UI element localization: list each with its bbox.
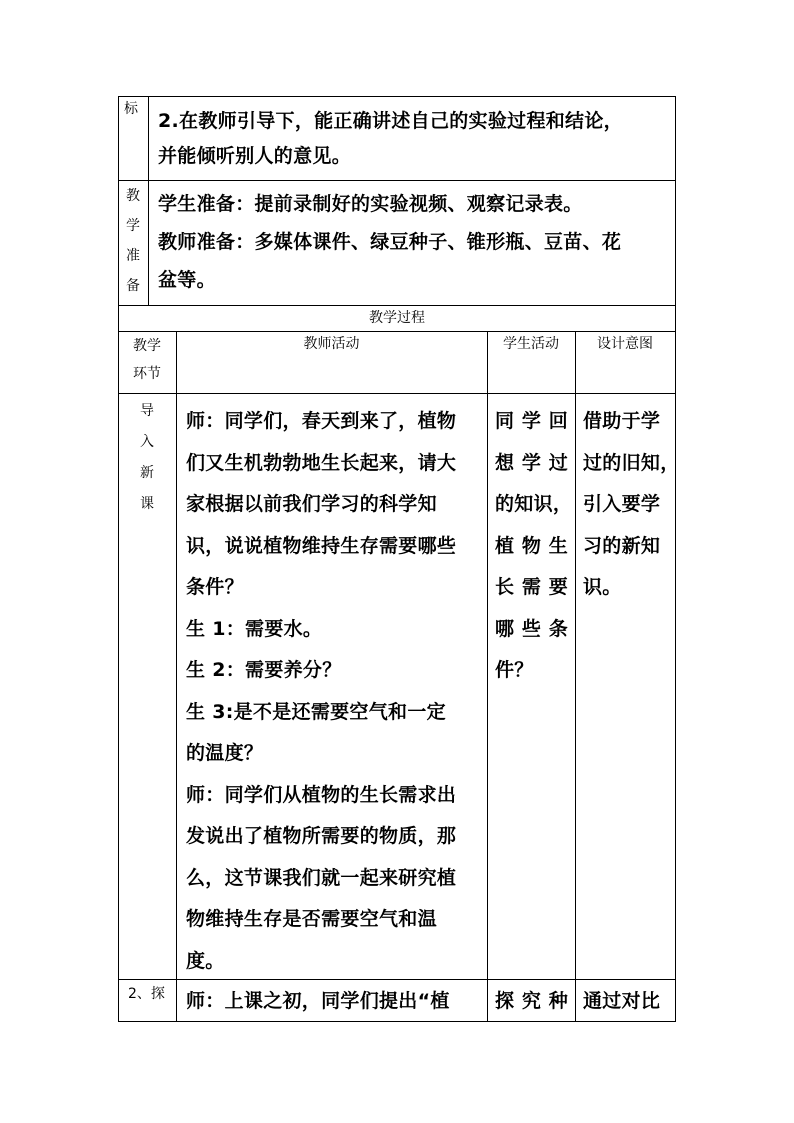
text-line: 条件？ (186, 576, 244, 598)
text-line: 通过对比 (583, 990, 661, 1012)
process-title: 教学过程 (369, 310, 425, 326)
text-line: 同学回 (495, 410, 568, 432)
intro-teacher-activity (186, 401, 456, 982)
text-line: 度。 (186, 949, 225, 972)
text-line: 师：同学们从植物的生长需求出 (186, 783, 457, 806)
intro-stage-label: 导 入 新 课 (140, 403, 154, 512)
border-label-col (148, 96, 149, 305)
text-line: 哪些条 (495, 617, 568, 640)
text-line: 件？ (495, 659, 534, 681)
text-line: 的温度？ (186, 742, 264, 764)
header-teacher: 教师活动 (303, 336, 360, 352)
text-line: 长需要 (495, 576, 568, 598)
border-row-4 (118, 393, 676, 394)
text-line: 习的新知 (583, 534, 661, 557)
text-line: 家根据以前我们学习的科学知 (186, 493, 437, 515)
prep-line: 盆等。 (158, 269, 216, 291)
border-row-1 (118, 180, 676, 181)
text-line: 么，这节课我们就一起来研究植 (186, 866, 457, 889)
text-line: 想学过 (495, 451, 568, 474)
text-line: 引入要学 (583, 493, 661, 515)
explore-design-intent (583, 986, 660, 1016)
text-line: 们又生机勃勃地生长起来，请大 (186, 451, 457, 474)
prep-text (158, 185, 621, 299)
text-line: 生 3:是不是还需要空气和一定 (186, 700, 446, 723)
text-line: 识。 (583, 576, 622, 598)
prep-label: 教 学 准 备 (126, 188, 140, 294)
text-line: 师：同学们，春天到来了，植物 (186, 410, 457, 432)
prep-line: 教师准备：多媒体课件、绿豆种子、锥形瓶、豆苗、花 (158, 231, 622, 253)
text-line: 师：上课之初，同学们提出“植 (186, 990, 450, 1012)
intro-student-activity (495, 401, 573, 692)
border-top (118, 96, 676, 97)
header-design: 设计意图 (597, 336, 653, 352)
text-line: 物维持生存是否需要空气和温 (186, 908, 437, 930)
border-col-2 (487, 331, 488, 1022)
objective-label: 标 (124, 101, 138, 117)
objective-line: 并能倾听别人的意见。 (158, 145, 352, 167)
text-line: 探究种 (495, 990, 568, 1012)
explore-teacher-activity (186, 986, 450, 1016)
text-line: 的知识， (495, 493, 573, 515)
text-line: 发说出了植物所需要的物质，那 (186, 825, 457, 847)
text-line: 生 2：需要养分？ (186, 659, 342, 681)
explore-stage-label: 2、探 (128, 986, 165, 1002)
border-bottom (118, 1021, 676, 1022)
text-line: 借助于学 (583, 410, 661, 432)
header-stage: 教学 环节 (133, 338, 161, 382)
objective-text (158, 104, 623, 174)
intro-design-intent (583, 401, 680, 609)
border-col-1 (176, 331, 177, 1022)
text-line: 生 1：需要水。 (186, 617, 323, 640)
text-line: 植物生 (495, 534, 568, 557)
text-line: 过的旧知， (583, 451, 680, 474)
header-student: 学生活动 (503, 336, 559, 352)
text-line: 识，说说植物维持生存需要哪些 (186, 534, 457, 557)
prep-line: 学生准备：提前录制好的实验视频、观察记录表。 (158, 193, 583, 215)
border-col-3 (575, 331, 576, 1022)
objective-line: 2.在教师引导下，能正确讲述自己的实验过程和结论， (158, 110, 623, 132)
explore-student-activity (495, 986, 568, 1016)
